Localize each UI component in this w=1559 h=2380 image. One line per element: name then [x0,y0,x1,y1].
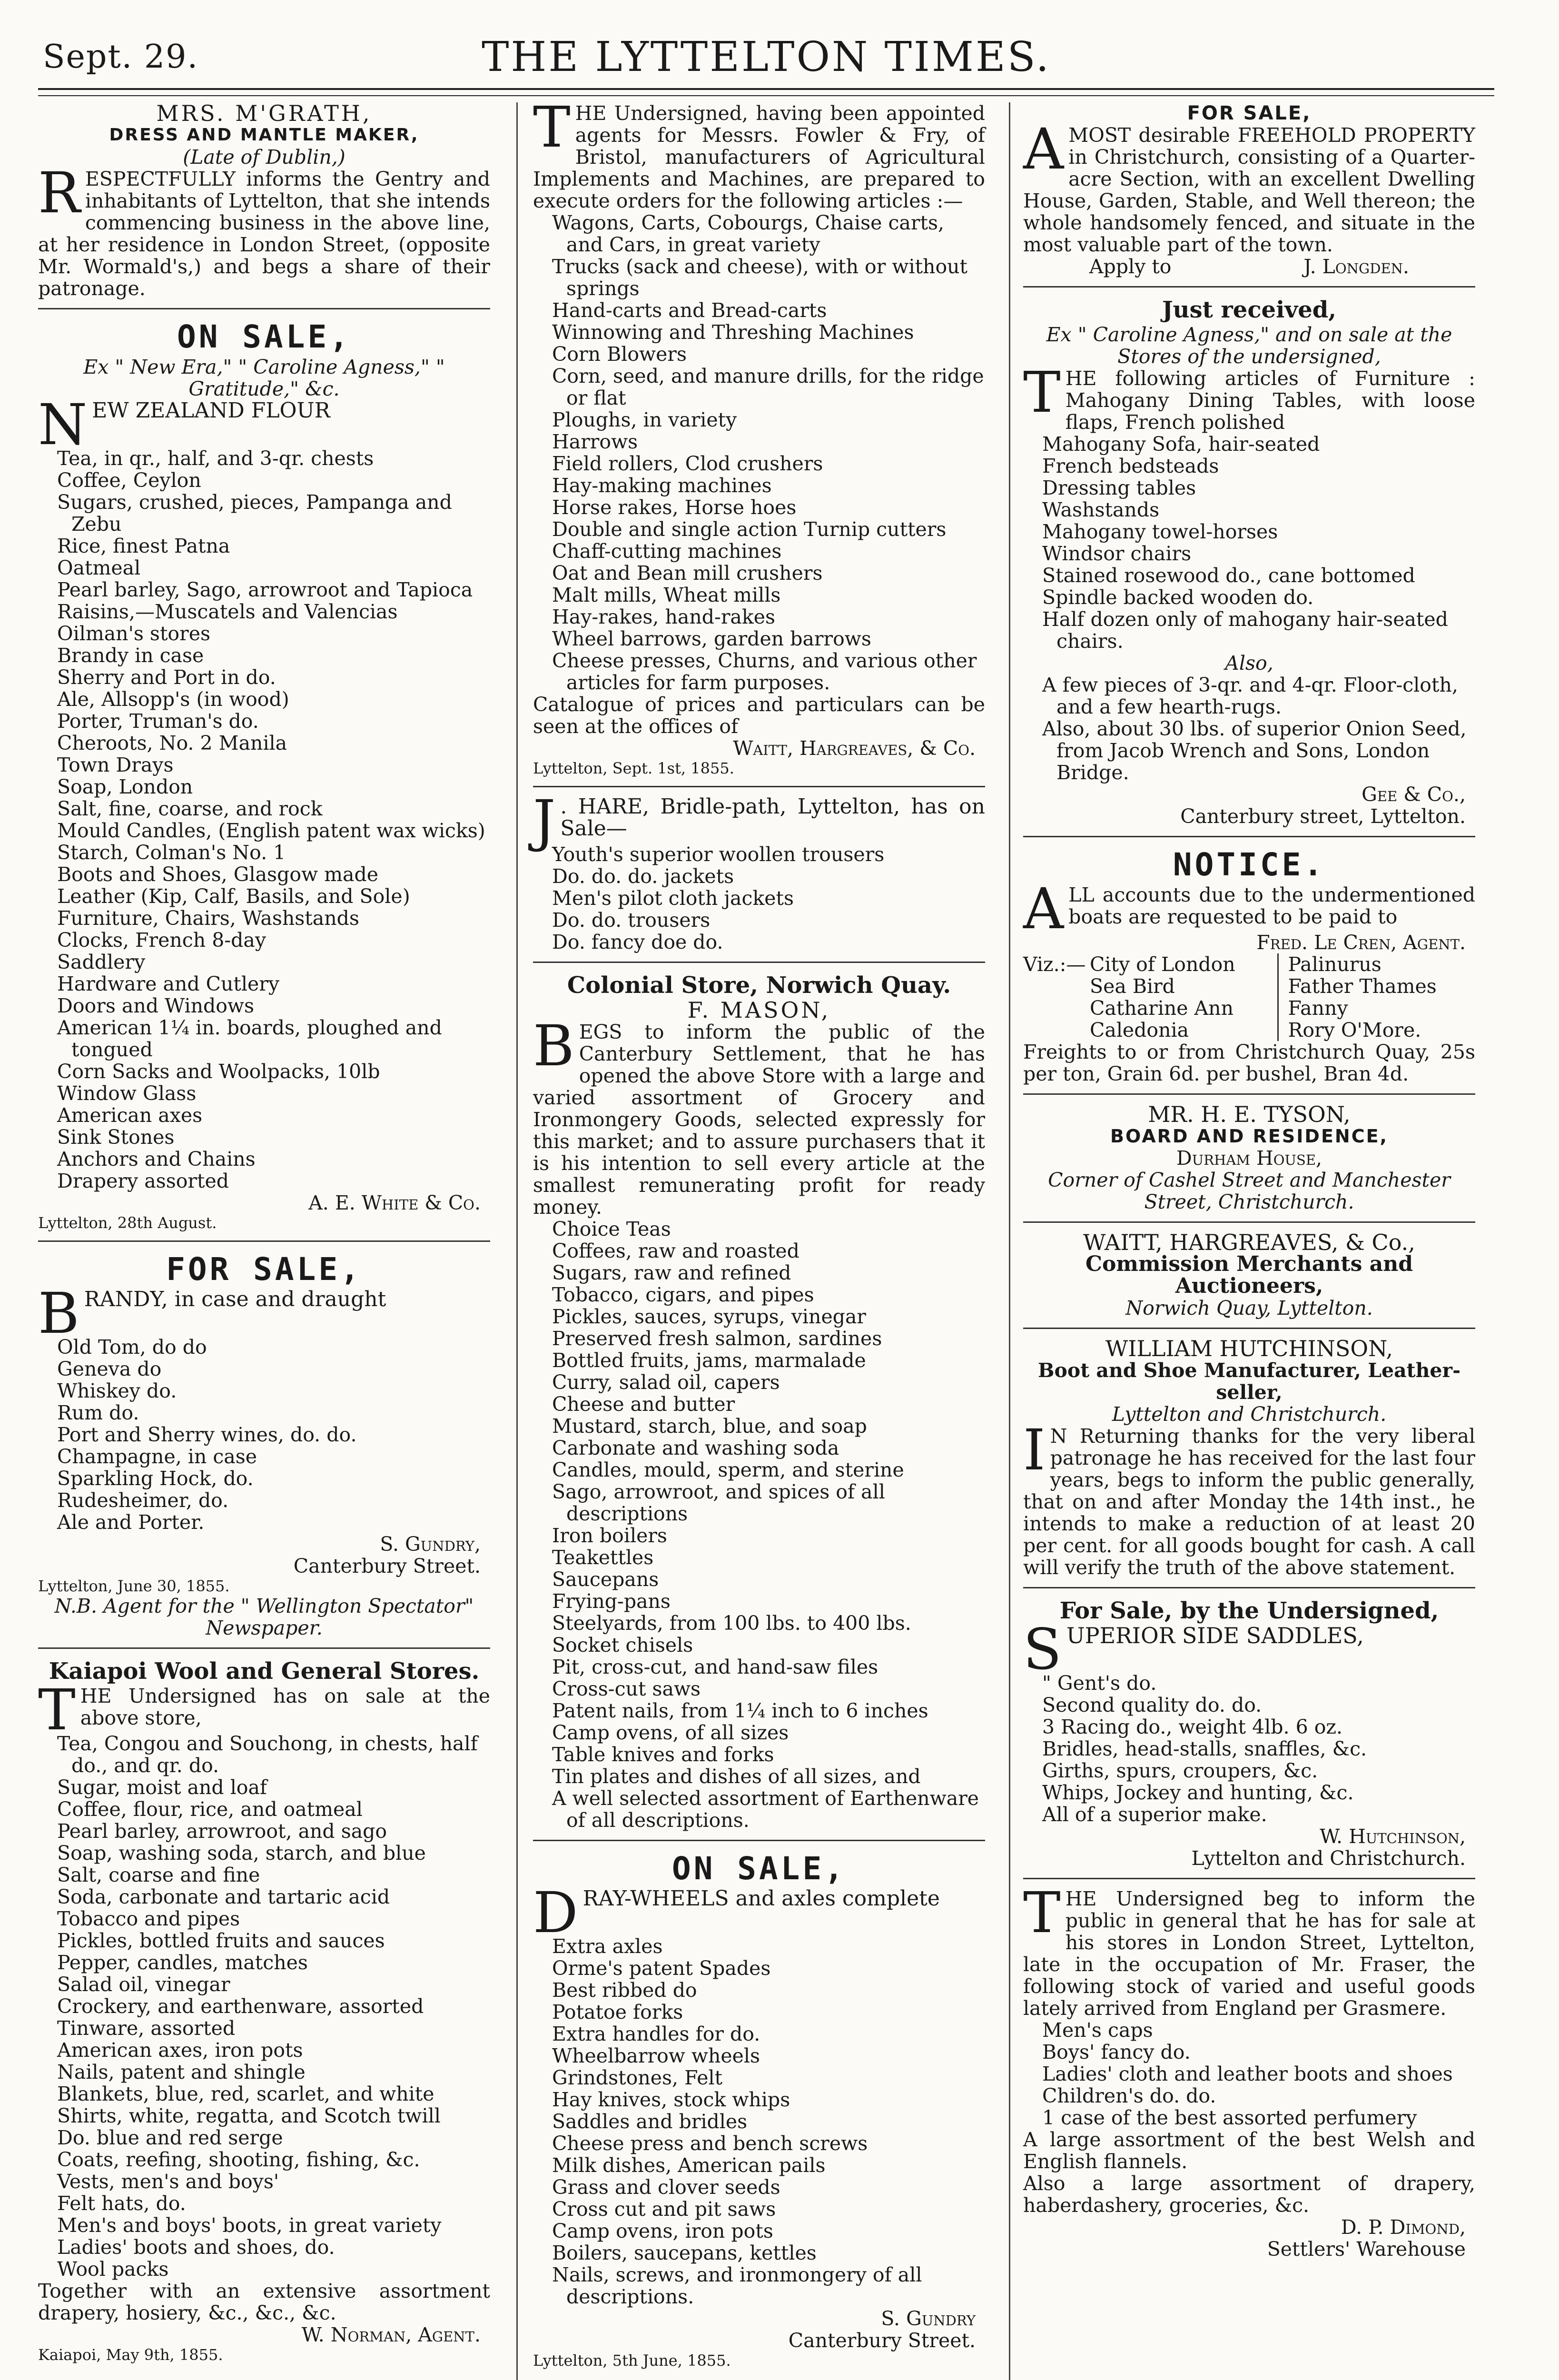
advert-first-line: NEW ZEALAND FLOUR [38,392,330,457]
list-item: Bottled fruits, jams, marmalade [552,1349,866,1372]
advert-separator [1023,1093,1475,1095]
list-item: Soap, London [57,775,193,798]
advert-first-line: DRAY-WHEELS and axles complete [533,1880,940,1945]
advert-note: Durham House, [1176,1147,1322,1170]
advert-heading: MRS. M'GRATH, [156,100,372,126]
list-item: Ale and Porter. [57,1511,205,1534]
advert-separator [38,1647,490,1649]
list-item: Horse rakes, Horse hoes [552,496,797,519]
list-item: American axes, iron pots [57,2039,303,2062]
list-item: Curry, salad oil, capers [552,1371,780,1394]
list-item: Girths, spurs, croupers, &c. [1042,1759,1318,1782]
list-item: Champagne, in case [57,1445,257,1468]
list-item: Cheese press and bench screws [552,2132,868,2155]
list-item: Soap, washing soda, starch, and blue [57,1842,426,1864]
advert-separator [1023,286,1475,288]
list-item: Rice, finest Patna [57,535,230,557]
list-item: Salt, fine, coarse, and rock [57,797,323,820]
advert-body: RESPECTFULLY informs the Gentry and inhabitants of Lyttelton, that she intends commencing business in the above line, at her residence in London Street, (opposite Mr. Wormald's,) and begs a share of their patronage. [38,160,490,300]
list-item: Raisins,—Muscatels and Valencias [57,600,398,623]
advert-heading: Kaiapoi Wool and General Stores. [49,1658,480,1685]
advert-body: ALL accounts due to the undermentioned boats are requested to be paid to [1023,876,1475,942]
boat-columns [1090,953,1475,1041]
list-item: Drapery assorted [57,1170,229,1192]
newspaper-title: THE LYTTELTON TIMES. [482,33,1051,81]
advert-closing: Catalogue of prices and particulars can be seen at the offices of [533,693,985,738]
item-list [57,1733,490,2280]
list-item: A few pieces of 3-qr. and 4-qr. Floor-cloth, and a few hearth-rugs. [1042,674,1458,718]
advert-closing: Together with an extensive assortment drapery, hosiery, &c., &c., &c. [38,2280,490,2324]
list-item: Old Tom, do do [57,1336,207,1359]
advert-note: Ex " Caroline Agness," and on sale at the Stores of the undersigned, [1046,323,1452,368]
list-item: Fanny [1288,997,1348,1020]
issue-date: Sept. 29. [43,38,199,76]
list-item: Ale, Allsopp's (in wood) [57,688,289,711]
advert-apply: Apply to [1089,255,1172,278]
list-item: Mould Candles, (English patent wax wicks) [57,819,485,842]
advert-heading: WAITT, HARGREAVES, & Co., [1083,1230,1415,1255]
list-item: Frying-pans [552,1590,671,1613]
list-item: Cross cut and pit saws [552,2198,776,2221]
list-item: Bridles, head-stalls, snaffles, &c. [1042,1737,1367,1760]
list-item: Clocks, French 8-day [57,929,266,952]
drop-cap: N [38,392,88,457]
advert-note: N.B. Agent for the " Wellington Spectator" Newspaper. [54,1595,474,1639]
advert-signature: A. E. White & Co. [308,1191,481,1214]
list-item: Washstands [1042,498,1160,521]
list-item: Boots and Shoes, Glasgow made [57,863,378,886]
advert-first-line: THE Undersigned has on sale at the above store, [38,1677,490,1743]
advert-hutchinson [1023,1338,1475,1578]
list-item: Rory O'More. [1288,1019,1421,1041]
list-item: Nails, patent and shingle [57,2061,306,2083]
drop-cap: T [533,94,571,160]
list-item: Windsor chairs [1042,542,1192,565]
list-item: Camp ovens, iron pots [552,2220,773,2242]
list-item: Starch, Colman's No. 1 [57,841,286,864]
list-item: Boilers, saucepans, kettles [552,2241,817,2264]
list-item: Sago, arrowroot, and spices of all descriptions [552,1480,885,1525]
advert-signature-address: Canterbury street, Lyttelton. [1180,805,1466,828]
item-list [1042,2019,1475,2129]
list-item: Children's do. do. [1042,2084,1216,2107]
list-item: Do. fancy doe do. [552,931,723,953]
advert-signature: S. Gundry [881,2307,976,2330]
list-item: Preserved fresh salmon, sardines [552,1327,882,1350]
item-list [57,447,490,1192]
advert-closing: Freights to or from Christchurch Quay, 25s per ton, Grain 6d. per bushel, Bran 4d. [1023,1041,1475,1085]
advert-body: BEGS to inform the public of the Canterbury Settlement, that he has opened the above Store with a large and varied assortment of Grocery and Ironmongery Goods, selected expressly for this market; and to assure purchasers that it is his intention to sell every article at the smallest remunerating profit for ready money. [533,1013,985,1219]
list-item: Sherry and Port in do. [57,666,276,689]
list-item: Pickles, bottled fruits and sauces [57,1929,385,1952]
list-item: Sugars, crushed, pieces, Pampanga and Zebu [57,491,452,536]
list-item: Youth's superior woollen trousers [552,843,885,866]
column-2 [533,94,985,2376]
list-item: Sparkling Hock, do. [57,1467,254,1490]
advert-body: I N Returning thanks for the very liberal patronage he has received for the last four years, begs to inform the public generally, that on and after Monday the 14th inst., he intends to make a reduction of at least 20 per cent. for all goods bought for cash. A call will verify the truth of the above statement. [1023,1417,1475,1579]
list-item: Field rollers, Clod crushers [552,452,823,475]
list-item: A well selected assortment of Earthenware of all descriptions. [552,1787,979,1832]
list-item: Pepper, candles, matches [57,1951,308,1974]
advert-signature: J. Longden. [1303,255,1410,278]
list-item: Saddlery [57,951,146,973]
advert-dateline: Lyttelton, 5th June, 1855. [533,2351,731,2370]
list-item: Do. do. trousers [552,909,710,932]
advert-heading: ON SALE, [177,318,351,355]
list-item: Salt, coarse and fine [57,1864,260,1886]
list-item: Ploughs, in variety [552,408,737,431]
list-item: Tobacco and pipes [57,1907,240,1930]
list-item: Grass and clover seeds [552,2176,780,2199]
drop-cap: A [1023,116,1064,182]
advert-signature: Waitt, Hargreaves, & Co. [733,737,976,760]
list-item: Ladies' boots and shoes, do. [57,2236,335,2259]
masthead [38,33,1494,90]
item-list [552,212,985,694]
list-item: Blankets, blue, red, scarlet, and white [57,2082,434,2105]
list-item: Nails, screws, and ironmongery of all descriptions. [552,2263,922,2308]
list-item: Steelyards, from 100 lbs. to 400 lbs. [552,1612,911,1635]
list-item: Corn Sacks and Woolpacks, 10lb [57,1060,380,1083]
list-item: Potatoe forks [552,2001,683,2023]
advert-address: Corner of Cashel Street and Manchester Street, Christchurch. [1048,1169,1450,1213]
list-item: Cheroots, No. 2 Manila [57,732,287,754]
list-item: Do. blue and red serge [57,2126,283,2149]
advert-heading: For Sale, by the Undersigned, [1059,1597,1439,1624]
advert-heading: MR. H. E. TYSON, [1148,1101,1351,1127]
advert-body: THE Undersigned, having been appointed agents for Messrs. Fowler & Fry, of Bristol, manufacturers of Agricultural Implements and Machines, are prepared to execute orders for the following articles :— [533,94,985,212]
list-item: City of London [1090,953,1235,976]
list-item: Shirts, white, regatta, and Scotch twill [57,2104,441,2127]
list-item: Cheese presses, Churns, and various other articles for farm purposes. [552,649,977,694]
advert-signature: Gee & Co., [1362,783,1466,806]
list-item: Men's pilot cloth jackets [552,887,794,910]
drop-cap: J [533,788,556,853]
list-item: Anchors and Chains [57,1148,256,1170]
advert-subheading: F. MASON, [687,997,831,1023]
list-item: Wheel barrows, garden barrows [552,627,871,650]
advert-signature-address: Settlers' Warehouse [1267,2238,1466,2261]
advert-waitt-hargreaves [1023,1231,1475,1319]
list-item: Mustard, starch, blue, and soap [552,1415,867,1438]
list-item: Chaff-cutting machines [552,540,782,563]
drop-cap: R [38,160,80,226]
item-list [552,843,985,953]
advert-body: THE Undersigned beg to inform the public in general that he has for sale at his stores in London Street, Lyttelton, late in the occupation of Mr. Fraser, the following stock of varied and useful goods lately arrived from England per Grasmere. [1023,1880,1475,2020]
list-item: Crockery, and earthenware, assorted [57,1995,424,2018]
advert-signature-address: Lyttelton and Christchurch. [1191,1847,1466,1870]
advert-separator [38,308,490,309]
list-item: 3 Racing do., weight 4lb. 6 oz. [1042,1716,1343,1738]
advert-kaiapoi [38,1657,490,2364]
list-item: Hay-making machines [552,474,772,497]
list-item: Window Glass [57,1082,197,1105]
advert-closing: A large assortment of the best Welsh and English flannels. [1023,2128,1475,2173]
advert-saddles [1023,1597,1475,1869]
drop-cap: T [1023,1880,1061,1945]
list-item: Pearl barley, Sago, arrowroot and Tapioca [57,578,473,601]
advert-separator [1023,1878,1475,1879]
list-item: Oatmeal [57,556,141,579]
list-item: Tobacco, cigars, and pipes [552,1283,814,1306]
list-item: Patent nails, from 1¼ inch to 6 inches [552,1699,928,1722]
list-item: Coats, reefing, shooting, fishing, &c. [57,2148,420,2171]
list-item: Oilman's stores [57,622,211,645]
list-item: Candles, mould, sperm, and sterine [552,1458,904,1481]
list-item: Porter, Truman's do. [57,710,259,733]
advert-subheading: Boot and Shoe Manufacturer, Leather-seller, [1037,1359,1461,1404]
list-item: Rum do. [57,1401,139,1424]
advert-separator [533,1840,985,1841]
list-item: Grindstones, Felt [552,2066,723,2089]
advert-separator [38,1240,490,1242]
advert-notice [1023,846,1475,1085]
list-item: Harrows [552,430,638,453]
drop-cap: I [1023,1417,1046,1483]
advert-address: Lyttelton and Christchurch. [1112,1403,1387,1426]
advert-separator [533,786,985,787]
item-list [552,1935,985,2308]
drop-cap: T [38,1677,76,1743]
column-divider [1009,102,1010,2380]
advert-fowler-fry [533,94,985,777]
list-item: All of a superior make. [1042,1803,1267,1826]
advert-signature: Fred. Le Cren, Agent. [1256,931,1466,954]
list-item: Wheelbarrow wheels [552,2044,760,2067]
advert-signature-address: Canterbury Street. [788,2329,976,2352]
list-item: Corn Blowers [552,343,687,366]
advert-note: (Late of Dublin,) [183,146,345,169]
list-item: Malt mills, Wheat mills [552,584,781,606]
list-item: Pickles, sauces, syrups, vinegar [552,1305,867,1328]
list-item: Hay-rakes, hand-rakes [552,605,776,628]
list-item: Carbonate and washing soda [552,1437,839,1459]
advert-furniture [1023,296,1475,827]
advert-signature-address: Canterbury Street. [293,1555,481,1577]
drop-cap: B [533,1013,574,1079]
list-item: Extra axles [552,1935,663,1958]
list-item: Do. do. do. jackets [552,865,734,888]
drop-cap: B [38,1280,79,1346]
advert-separator [1023,836,1475,837]
list-item: Teakettles [552,1546,654,1569]
list-item: Tinware, assorted [57,2017,236,2040]
list-item: Spindle backed wooden do. [1042,586,1314,609]
advert-first-line: THE following articles of Furniture : Mahogany Dining Tables, with loose flaps, French polished [1023,359,1475,434]
list-item: Best ribbed do [552,1979,697,2002]
list-item: Iron boilers [552,1524,667,1547]
list-item: Whips, Jockey and hunting, &c. [1042,1781,1354,1804]
advert-hare [533,788,985,953]
list-item: Leather (Kip, Calf, Basils, and Sole) [57,885,410,908]
list-item: Furniture, Chairs, Washstands [57,907,359,930]
item-list [1042,674,1475,783]
list-item: Wagons, Carts, Cobourgs, Chaise carts, and Cars, in great variety [552,211,945,256]
boat-list-right [1279,953,1476,1041]
advert-dateline: Lyttelton, June 30, 1855. [38,1577,230,1595]
list-item: Coffees, raw and roasted [552,1240,799,1262]
boat-table [1023,953,1475,1041]
advert-first-line: BRANDY, in case and draught [38,1280,386,1346]
advert-signature-row [1023,256,1475,278]
item-list [1042,433,1475,652]
list-item: Catharine Ann [1090,997,1233,1020]
list-item: Choice Teas [552,1218,671,1240]
advert-heading: FOR SALE, [1187,102,1312,124]
advert-tyson [1023,1103,1475,1213]
advert-on-sale-drays [533,1850,985,2370]
list-item: " Gent's do. [1042,1672,1157,1695]
list-item: Coffee, flour, rice, and oatmeal [57,1798,363,1821]
list-item: Father Thames [1288,975,1437,998]
list-item: Felt hats, do. [57,2192,186,2215]
list-item: Tin plates and dishes of all sizes, and [552,1765,921,1788]
list-item: Also, about 30 lbs. of superior Onion Seed, from Jacob Wrench and Sons, London Bridge. [1042,717,1467,784]
advert-subheading: BOARD AND RESIDENCE, [1110,1126,1388,1147]
list-item: Caledonia [1090,1019,1189,1041]
advert-mcgrath [38,102,490,299]
advert-heading: NOTICE. [1173,846,1326,883]
advert-dateline: Kaiapoi, May 9th, 1855. [38,2346,223,2364]
item-list [57,1336,490,1533]
list-item: Second quality do. do. [1042,1694,1262,1716]
list-item: Hand-carts and Bread-carts [552,299,827,322]
advert-signature: D. P. Dimond, [1341,2216,1466,2239]
advert-dateline: Lyttelton, Sept. 1st, 1855. [533,759,734,777]
column-divider [516,102,518,2380]
list-item: Palinurus [1288,953,1381,976]
drop-cap: T [1023,359,1061,425]
list-item: Pearl barley, arrowroot, and sago [57,1820,387,1843]
drop-cap: A [1023,876,1064,942]
list-item: Socket chisels [552,1634,693,1656]
advert-freehold [1023,102,1475,278]
list-item: Saddles and bridles [552,2110,748,2133]
masthead-rule [38,88,1494,90]
advert-first-line: SUPERIOR SIDE SADDLES, [1023,1616,1364,1682]
advert-first-line: J . HARE, Bridle-path, Lyttelton, has on Sale— [533,788,985,853]
boat-list-left [1090,953,1279,1041]
advert-separator [533,962,985,963]
advert-signature: S. Gundry, [380,1533,481,1556]
list-item: Boys' fancy do. [1042,2041,1191,2063]
list-item: Saucepans [552,1568,659,1591]
list-item: Salad oil, vinegar [57,1973,230,1996]
list-item: Cheese and butter [552,1393,735,1416]
list-item: Hay knives, stock whips [552,2088,790,2111]
list-item: American axes [57,1104,203,1127]
advert-closing: Also a large assortment of drapery, haberdashery, groceries, &c. [1023,2172,1475,2217]
advert-heading: Just received, [1162,297,1337,323]
item-list [1042,1672,1475,1825]
advert-colonial-store [533,972,985,1831]
advert-address: Norwich Quay, Lyttelton. [1125,1297,1373,1319]
item-list [552,1218,985,1831]
list-item: Men's and boys' boots, in great variety [57,2214,442,2237]
advert-heading: WILLIAM HUTCHINSON, [1105,1336,1393,1361]
list-item: Coffee, Ceylon [57,469,201,492]
advert-heading: Colonial Store, Norwich Quay. [567,972,951,999]
list-item: Double and single action Turnip cutters [552,518,947,541]
advert-heading: ON SALE, [672,1850,846,1887]
list-item: Camp ovens, of all sizes [552,1721,789,1744]
list-item: American 1¼ in. boards, ploughed and tongued [57,1016,442,1061]
list-item: Tea, Congou and Souchong, in chests, half do., and qr. do. [57,1732,478,1777]
list-item: Orme's patent Spades [552,1957,771,1980]
list-item: Corn, seed, and manure drills, for the ridge or flat [552,365,984,409]
list-item: Sink Stones [57,1126,175,1149]
list-item: Extra handles for do. [552,2023,760,2045]
column-1 [38,102,490,2370]
list-item: Oat and Bean mill crushers [552,562,823,585]
list-item: Doors and Windows [57,994,255,1017]
list-item: Sea Bird [1090,975,1175,998]
list-item: Tea, in qr., half, and 3-qr. chests [57,447,374,470]
list-item: Half dozen only of mahogany hair-seated chairs. [1042,608,1448,653]
advert-subheading: DRESS AND MANTLE MAKER, [109,125,419,145]
column-3 [1023,102,1475,2267]
masthead-rule-thin [38,95,1494,96]
list-item: Stained rosewood do., cane bottomed [1042,564,1415,587]
advert-for-sale-brandy [38,1250,490,1639]
list-item: Hardware and Cutlery [57,972,279,995]
drop-cap: D [533,1880,578,1945]
advert-signature: W. Norman, Agent. [301,2323,481,2346]
advert-subheading: Commission Merchants and Auctioneers, [1085,1252,1413,1298]
advert-separator [1023,1587,1475,1588]
list-item: French bedsteads [1042,455,1219,477]
list-item: Rudesheimer, do. [57,1489,229,1512]
list-item: Ladies' cloth and leather boots and shoes [1042,2063,1453,2085]
advert-signature: W. Hutchinson, [1320,1825,1466,1848]
list-item: Winnowing and Threshing Machines [552,321,914,344]
advert-separator [1023,1328,1475,1329]
list-item: Mahogany Sofa, hair-seated [1042,433,1320,456]
list-item: Vests, men's and boys' [57,2170,279,2193]
viz-label: Viz.:— [1023,953,1086,976]
list-item: Trucks (sack and cheese), with or without springs [552,255,968,300]
drop-cap: S [1023,1616,1062,1682]
list-item: Pit, cross-cut, and hand-saw files [552,1656,878,1678]
advert-on-sale [38,318,490,1232]
list-item: Sugar, moist and loaf [57,1776,267,1799]
list-item: Wool packs [57,2258,169,2281]
list-item: Mahogany towel-horses [1042,520,1278,543]
advert-dimond [1023,1880,1475,2261]
list-item: 1 case of the best assorted perfumery [1042,2106,1417,2129]
list-item: Soda, carbonate and tartaric acid [57,1885,390,1908]
list-item: Table knives and forks [552,1743,774,1766]
list-item: Milk dishes, American pails [552,2154,826,2177]
list-item: Brandy in case [57,644,204,667]
list-item: Port and Sherry wines, do. do. [57,1423,357,1446]
list-item: Geneva do [57,1358,162,1380]
list-item: Cross-cut saws [552,1677,701,1700]
list-item: Dressing tables [1042,476,1196,499]
list-item: Town Drays [57,754,174,776]
advert-separator [1023,1221,1475,1223]
advert-body: A MOST desirable FREEHOLD PROPERTY in Christchurch, consisting of a Quarter-acre Section, with an excellent Dwelling House, Garden, Stable, and Well thereon; the whole handsomely fenced, and situate in the most valuable part of the town. [1023,116,1475,256]
list-item: Sugars, raw and refined [552,1261,791,1284]
list-item: Whiskey do. [57,1379,177,1402]
list-item: Men's caps [1042,2019,1153,2042]
advert-note: Ex " New Era," " Caroline Agness," " Gratitude," &c. [83,356,445,400]
advert-heading: FOR SALE, [166,1251,362,1288]
advert-dateline: Lyttelton, 28th August. [38,1214,217,1232]
advert-note: Also, [1225,652,1273,674]
